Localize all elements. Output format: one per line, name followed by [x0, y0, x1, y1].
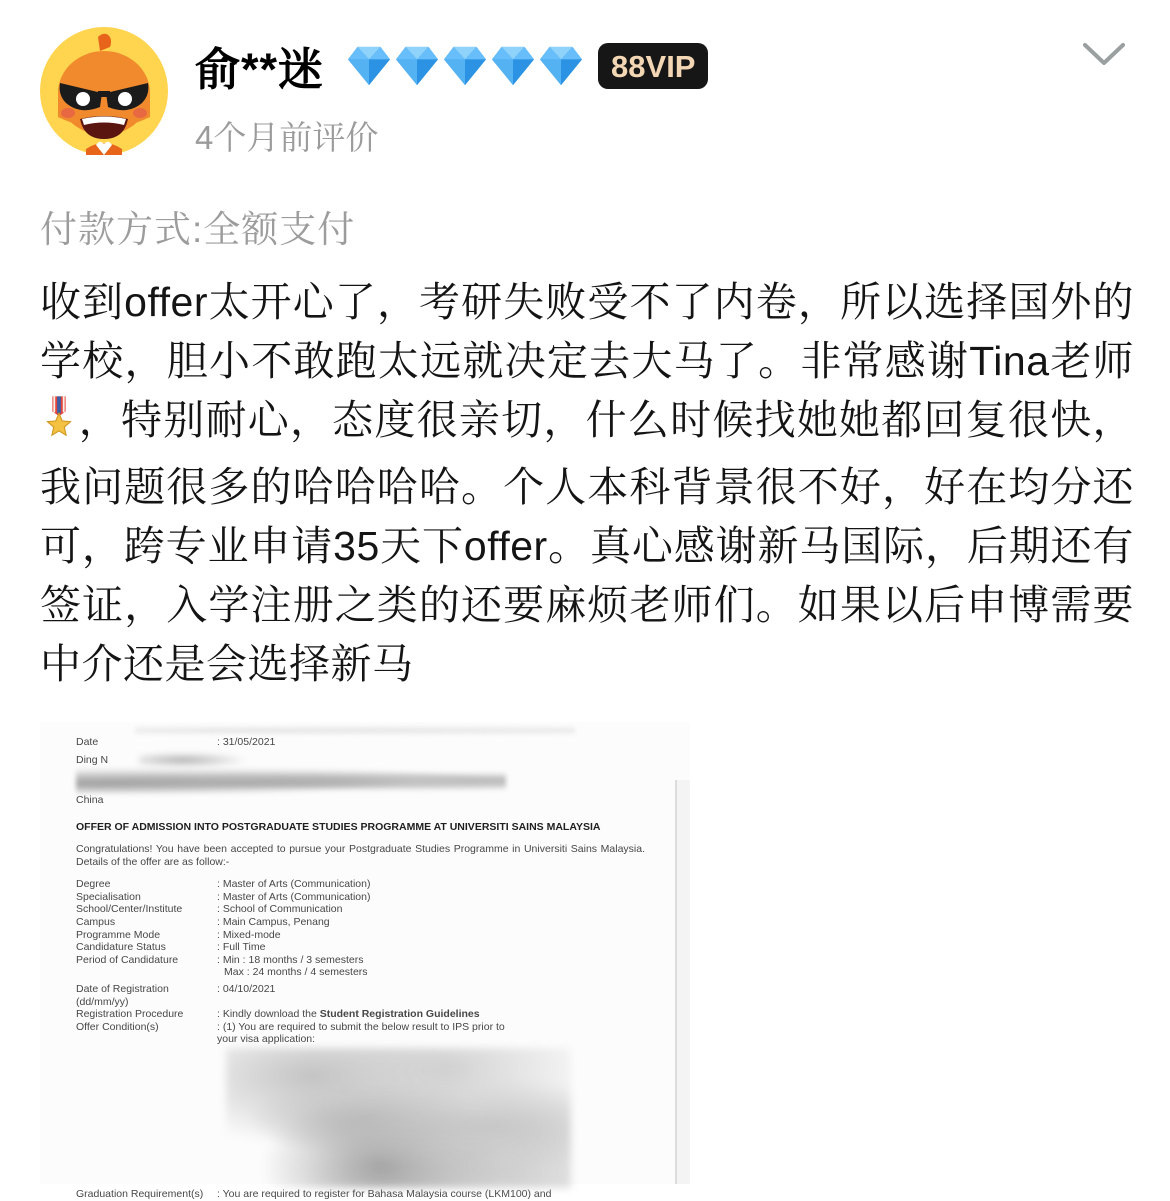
table-row: Offer Condition(s) : (1) You are required to submit the below result to IPS prior to your visa application: [76, 1020, 505, 1046]
chevron-down-icon[interactable] [1082, 42, 1126, 73]
rating-diamonds [346, 45, 586, 87]
address-redaction-smudge [76, 768, 506, 794]
military-medal-icon [42, 396, 76, 458]
diamond-icon [346, 45, 392, 87]
table-row: Degree : Master of Arts (Communication) [76, 878, 371, 891]
bold-guidelines-text: Student Registration Guidelines [319, 1008, 480, 1021]
letter-heading: OFFER OF ADMISSION INTO POSTGRADUATE STUDIES PROGRAMME AT UNIVERSITI SAINS MALAYSIA [76, 820, 601, 833]
avatar-mascot-icon [40, 27, 168, 155]
review-header [0, 0, 1170, 159]
table-row: Registration Procedure : Kindly download the Student Registration Guidelines [76, 1008, 480, 1021]
letter-date-row [76, 736, 645, 749]
diamond-icon [490, 45, 536, 87]
date-value: : 31/05/2021 [217, 736, 276, 748]
table-row: Date of Registration (dd/mm/yy) : 04/10/2021 [76, 982, 276, 1008]
table-row: Specialisation : Master of Arts (Communication) [76, 890, 371, 903]
review-time: 4个月前评价 [195, 119, 379, 156]
table-row: Max : 24 months / 4 semesters [224, 966, 368, 979]
diamond-icon [538, 45, 584, 87]
letter-intro: Congratulations! You have been accepted to pursue your Postgraduate Studies Programme in Universiti Sains Malaysia. Details of the offer are as follow:- [76, 842, 645, 868]
offer-details-table [76, 878, 645, 1200]
attachment-photo[interactable] [40, 722, 690, 1200]
table-row: Candidature Status : Full Time [76, 941, 266, 954]
payment-method: 付款方式:全额支付 [40, 209, 356, 250]
offer-letter [40, 722, 690, 1201]
review-text [40, 273, 1134, 694]
table-row: Period of Candidature : Min : 18 months / 3 semesters [76, 953, 364, 966]
diamond-icon [442, 45, 488, 87]
table-row: Programme Mode : Mixed-mode [76, 928, 281, 941]
redaction-smudge [135, 725, 575, 736]
recipient-name-text: Ding N [76, 753, 109, 766]
country-text: China [76, 794, 104, 807]
vip-badge: 88VIP [598, 43, 708, 89]
diamond-icon [394, 45, 440, 87]
table-row: Graduation Requirement(s) : You are required to register for Bahasa Malaysia course (LKM100) and [76, 1187, 552, 1200]
name-redaction-smudge [139, 752, 249, 768]
username: 俞**迷 [195, 44, 325, 95]
avatar[interactable] [40, 27, 168, 155]
review-text-part2: ，特别耐心，态度很亲切，什么时候找她她都回复很快，我问题很多的哈哈哈哈。个人本科背景很不好，好在均分还可，跨专业申请35天下offer。真心感谢新马国际，后期还有签证，入学注册之类的还要麻烦老师们。如果以后申博需要中介还是会选择新马 [40, 397, 1134, 687]
recipient-country [76, 794, 645, 807]
header-info [195, 27, 708, 159]
review-text-part1: 收到offer太开心了，考研失败受不了内卷，所以选择国外的学校，胆小不敢跑太远就决定去大马了。非常感谢Tina老师 [40, 279, 1134, 384]
date-label: Date [76, 736, 99, 748]
result-redaction-smudge [226, 1048, 571, 1188]
table-row: School/Center/Institute : School of Communication [76, 903, 343, 916]
table-row: Campus : Main Campus, Penang [76, 915, 330, 928]
recipient-name [76, 754, 645, 767]
